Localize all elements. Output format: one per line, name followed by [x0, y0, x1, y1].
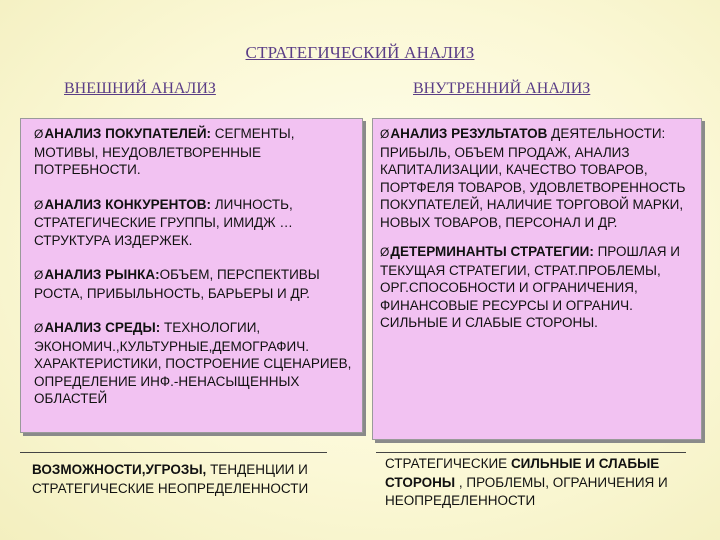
item-heading: АНАЛИЗ СРЕДЫ:	[44, 320, 161, 335]
environment-analysis-item	[34, 319, 354, 408]
item-text: ОБЪЕМ, ПЕРСПЕКТИВЫ РОСТА, ПРИБЫЛЬНОСТЬ, БАРЬЕРЫ И ДР.	[34, 267, 320, 301]
item-heading: ДЕТЕРМИНАНТЫ СТРАТЕГИИ:	[390, 244, 594, 259]
competitor-analysis-item	[34, 196, 354, 250]
item-text: ДЕЯТЕЛЬНОСТИ: ПРИБЫЛЬ, ОБЪЕМ ПРОДАЖ, АНАЛИЗ КАПИТАЛИЗАЦИИ, КАЧЕСТВО ТОВАРОВ, ПОРТФЕЛЯ ТОВАРОВ, УДОВЛЕТВОРЕННОСТЬ ПОКУПАТЕЛЕЙ, НАЛИЧИЕ ТОРГОВОЙ МАРКИ, НОВЫХ ТОВАРОВ, ПЕРСОНАЛ И ДР.	[380, 126, 686, 230]
customer-analysis-item	[34, 125, 354, 179]
item-heading: АНАЛИЗ КОНКУРЕНТОВ:	[44, 196, 212, 212]
arrow-bullet-icon: Ø	[34, 321, 44, 335]
arrow-bullet-icon: Ø	[380, 127, 390, 141]
item-text: ТЕХНОЛОГИИ, ЭКОНОМИЧ.,КУЛЬТУРНЫЕ,ДЕМОГРАФИЧ. ХАРАКТЕРИСТИКИ, ПОСТРОЕНИЕ СЦЕНАРИЕВ, ОПРЕДЕЛЕНИЕ ИНФ.-НЕНАСЫЩЕННЫХ ОБЛАСТЕЙ	[34, 320, 352, 406]
arrow-bullet-icon: Ø	[34, 268, 44, 282]
summary-bold: СИЛЬНЫЕ И СЛАБЫЕ СТОРОНЫ	[385, 456, 660, 490]
summary-text: , ПРОБЛЕМЫ, ОГРАНИЧЕНИЯ И НЕОПРЕДЕЛЕННОСТИ	[385, 474, 668, 508]
arrow-bullet-icon: Ø	[34, 197, 44, 212]
arrow-bullet-icon: Ø	[380, 245, 390, 259]
item-text: ЛИЧНОСТЬ, СТРАТЕГИЧЕСКИЕ ГРУППЫ, ИМИДЖ …СТРУКТУРА ИЗДЕРЖЕК.	[34, 196, 293, 248]
external-analysis-panel	[20, 118, 363, 433]
internal-analysis-heading: ВНУТРЕННИЙ АНАЛИЗ	[413, 80, 591, 97]
right-divider	[376, 452, 686, 453]
market-analysis-item	[34, 266, 354, 302]
page-title: СТРАТЕГИЧЕСКИЙ АНАЛИЗ	[245, 43, 475, 62]
external-analysis-heading	[64, 80, 216, 98]
summary-pre: СТРАТЕГИЧЕСКИЕ	[385, 456, 511, 471]
strategy-determinants-item	[380, 243, 695, 332]
arrow-bullet-icon: Ø	[34, 127, 44, 141]
performance-analysis-item	[380, 125, 695, 231]
strengths-weaknesses-summary	[385, 455, 685, 511]
summary-bold: ВОЗМОЖНОСТИ,УГРОЗЫ,	[32, 462, 207, 477]
internal-analysis-panel	[372, 118, 702, 440]
item-heading: АНАЛИЗ РЕЗУЛЬТАТОВ	[390, 126, 548, 141]
external-analysis-heading-text: ВНЕШНИЙ АНАЛИЗ	[64, 80, 216, 97]
item-text: СЕГМЕНТЫ, МОТИВЫ, НЕУДОВЛЕТВОРЕННЫЕ ПОТРЕБНОСТИ.	[34, 126, 295, 177]
item-heading: АНАЛИЗ РЫНКА:	[44, 267, 160, 282]
summary-text: ТЕНДЕНЦИИ И СТРАТЕГИЧЕСКИЕ НЕОПРЕДЕЛЕННОСТИ	[32, 462, 309, 496]
opportunities-threats-summary	[32, 461, 332, 498]
left-divider	[20, 452, 327, 453]
item-heading: АНАЛИЗ ПОКУПАТЕЛЕЙ:	[44, 126, 212, 141]
item-text: ПРОШЛАЯ И ТЕКУЩАЯ СТРАТЕГИИ, СТРАТ.ПРОБЛЕМЫ, ОРГ.СПОСОБНОСТИ И ОГРАНИЧЕНИЯ, ФИНАНСОВЫЕ РЕСУРСЫ И ОГРАНИЧ. СИЛЬНЫЕ И СЛАБЫЕ СТОРОНЫ.	[380, 244, 680, 330]
